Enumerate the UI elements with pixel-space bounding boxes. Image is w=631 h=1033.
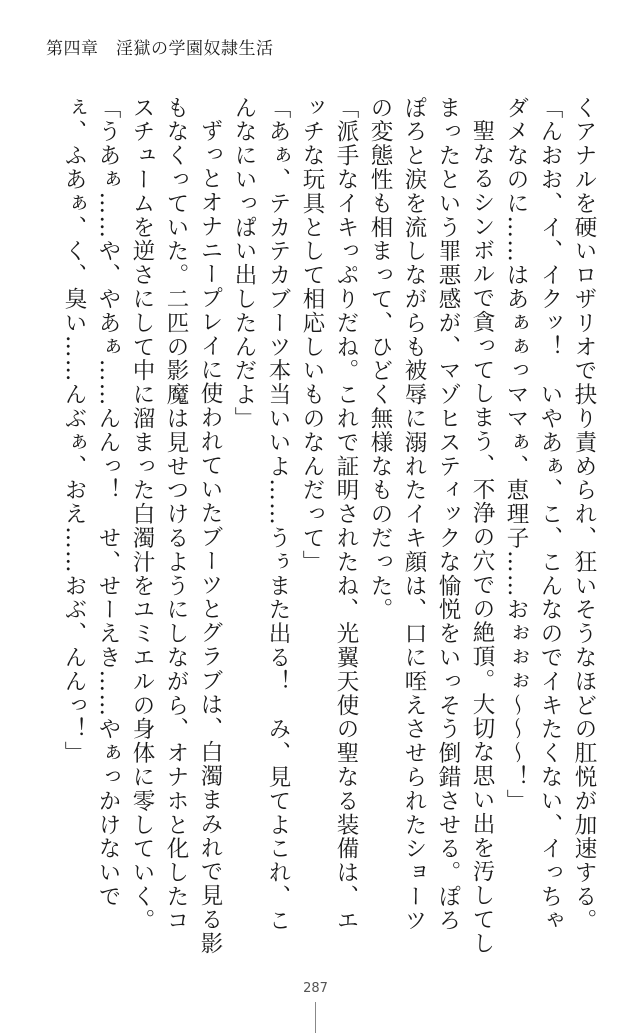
paragraph: 「んおお、イ、イクッ！ いやあぁ、こ、こんなのでイキたくない、イっちゃダメなのに……はあぁぁっママぁ、恵理子……おぉぉぉ～～～！」 [503, 96, 563, 933]
paragraph: くアナルを硬いロザリオで抉り責められ、狂いそうなほどの肛悦が加速する。 [571, 96, 597, 933]
page-divider-line [315, 1002, 316, 1033]
paragraph: 「派手なイキっぷりだね。これで証明されたね、光翼天使の聖なる装備は、エッチな玩具として相応しいものなんだって」 [299, 96, 359, 933]
page-number: 287 [303, 981, 328, 996]
paragraph: 聖なるシンボルで貪ってしまう、不浄の穴での絶頂。大切な思い出を汚してしまったという罪悪感が、マゾヒスティックな愉悦をいっそう倒錯させる。ぽろぽろと涙を流しながらも被辱に溺れたイキ顔は、口に咥えさせられたショーツの変態性も相まって、ひどく無様なものだった。 [367, 96, 495, 955]
chapter-title: 第四章 淫獄の学園奴隷生活 [46, 39, 274, 59]
paragraph: 「うあぁ……や、やあぁ……んんっ！ せ、せーえき……やぁっかけないでぇ、ふあぁ、く、臭い……んぶぁ、おえ……おぶ、んんっ！」 [61, 96, 121, 909]
vertical-body-text [41, 96, 601, 956]
paragraph: 「あぁ、テカテカブーツ本当いいよ……うぅまた出る！ み、見てよこれ、こんなにいっぱい出したんだよ」 [231, 96, 291, 933]
paragraph: ずっとオナニープレイに使われていたブーツとグラブは、白濁まみれで見る影もなくっていた。二匹の影魔は見せつけるようにしながら、オナホと化したコスチュームを逆さにして中に溜まった白濁汁をユミエルの身体に零していく。 [129, 96, 223, 955]
